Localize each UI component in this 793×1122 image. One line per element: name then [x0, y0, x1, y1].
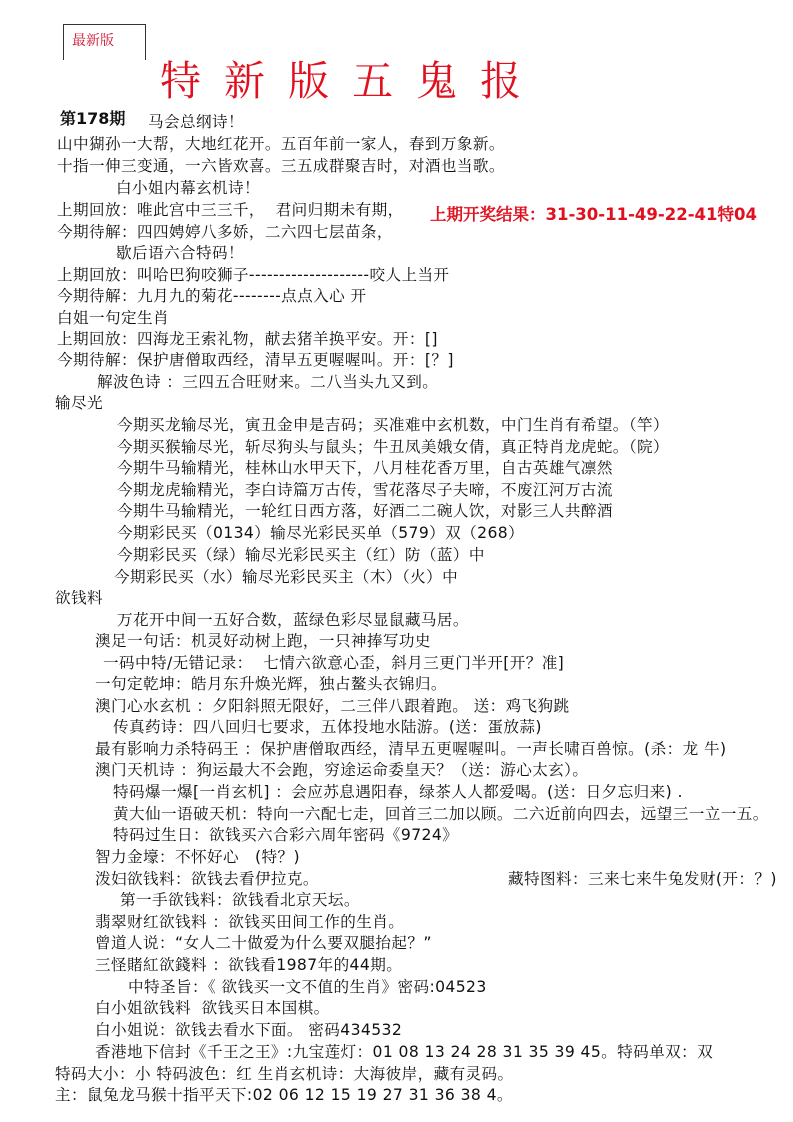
- last-draw-result: 上期开奖结果：31-30-11-49-22-41特04: [430, 205, 757, 224]
- text-line: 输尽光: [55, 394, 103, 412]
- text-line: 澳足一句话：机灵好动树上跑，一只神捧写功史: [95, 632, 431, 650]
- text-line: 上期回放：唯此宫中三三千， 君问归期未有期，: [57, 201, 404, 219]
- text-line: 一句定乾坤：皓月东升焕光辉，独占鳌头衣锦归。: [95, 675, 447, 693]
- text-line: 十指一伸三变通，一六皆欢喜。三五成群聚吉时，对酒也当歌。: [57, 157, 505, 175]
- text-line: 特码过生日：欲钱买六合彩六周年密码《9724》: [113, 826, 459, 844]
- text-line: 特码大小：小 特码波色：红 生肖玄机诗：大海彼岸，藏有灵码。: [55, 1065, 514, 1083]
- text-line: 今期待解：四四娉婷八多娇，二六四七层苗条，: [57, 223, 393, 241]
- text-line: 香港地下信封《千王之王》:九宝莲灯：01 08 13 24 28 31 35 39 45。特码单双：双: [95, 1043, 714, 1061]
- text-line: 解波色诗 ：三四五合旺财来。二八当头九又到。: [97, 373, 439, 391]
- text-line: 三怪賭紅欲錢料 ：欲钱看1987年的44期。: [95, 956, 403, 974]
- text-line: 山中猢孙一大帮，大地红花开。五百年前一家人，春到万象新。: [57, 135, 505, 153]
- text-line: 今期彩民买（水）输尽光彩民买主（木）（火）中: [114, 568, 459, 586]
- text-line: 上期回放：四海龙王索礼物，献去猪羊换平安。开：[]: [57, 330, 438, 348]
- text-line: 今期买龙输尽光，寅丑金申是吉码；买准难中玄机数，中门生肖有希望。（竿）: [117, 416, 669, 434]
- text-line: 主：鼠兔龙马猴十指平天下:02 06 12 15 19 27 31 36 38 4。: [55, 1086, 513, 1104]
- text-line: 白小姐说：欲钱去看水下面。 密码434532: [95, 1021, 403, 1039]
- text-line: 黄大仙一语破天机：特向一六配七走，回首三二加以顾。二六近前向四去，远望三一立一五。: [113, 805, 769, 823]
- text-line: 藏特图料：三来七来牛兔发财(开：？): [508, 870, 777, 888]
- text-line: 今期龙虎输精光，李白诗篇万古传，雪花落尽子夫啼，不废江河万古流: [117, 481, 613, 499]
- text-line: 白小姐内幕玄机诗！: [116, 179, 260, 197]
- text-line: 今期牛马输精光，桂林山水甲天下，八月桂花香万里，自古英雄气凛然: [117, 459, 613, 477]
- text-line: 白小姐欲钱料 欲钱买日本国棋。: [95, 999, 330, 1017]
- text-line: 马会总纲诗！: [148, 113, 244, 131]
- text-line: 泼妇欲钱料：欲钱去看伊拉克。: [95, 870, 319, 888]
- text-line: 最有影响力杀特码王 ：保护唐僧取西经，清早五更喔喔叫。一声长啸百兽惊。(杀：龙 牛): [95, 740, 727, 758]
- text-line: 一码中特/无错记录： 七情六欲意心歪，斜月三更门半开[开？准]: [103, 654, 565, 672]
- text-line: 传真药诗：四八回归七要求，五体投地水陆游。(送：蛋放蒜): [113, 718, 542, 736]
- edition-label: 最新版: [72, 33, 114, 49]
- text-line: 第一手欲钱料：欲钱看北京天坛。: [120, 891, 360, 909]
- edition-box: [63, 24, 146, 60]
- text-line: 歇后语六合特码！: [116, 244, 244, 262]
- text-line: 今期待解：保护唐僧取西经，清早五更喔喔叫。开：[？]: [57, 351, 454, 369]
- text-line: 万花开中间一五好合数，蓝绿色彩尽显鼠藏马居。: [117, 611, 469, 629]
- page-title: 特 新 版 五 鬼 报: [160, 57, 524, 105]
- text-line: 今期待解：九月九的菊花--------点点入心 开: [57, 287, 367, 305]
- text-line: 中特圣旨：《 欲钱买一文不值的生肖》密码:04523: [128, 978, 487, 996]
- text-line: 智力金壕：不怀好心 (特？): [95, 848, 300, 866]
- issue-number: 第178期: [60, 109, 126, 128]
- text-line: 欲钱料: [55, 589, 103, 607]
- text-line: 今期彩民买（0134）输尽光彩民买单（579）双（268）: [117, 524, 525, 542]
- text-line: 澳门天机诗 ：狗运最大不会跑，穷途运命委皇天？（送：游心太玄）。: [95, 761, 589, 779]
- text-line: 今期买猴输尽光，斩尽狗头与鼠头；牛丑凤美娥女倩，真正特肖龙虎蛇。（院）: [117, 438, 669, 456]
- text-line: 曾道人说：“女人二十做爱为什么要双腿抬起？”: [95, 934, 432, 952]
- text-line: 翡翠财红欲钱料 ：欲钱买田间工作的生肖。: [95, 913, 405, 931]
- text-line: 澳门心水玄机 ：夕阳斜照无限好，二三伴八跟着跑。 送：鸡飞狗跳: [95, 697, 570, 715]
- text-line: 上期回放：叫哈巴狗咬狮子--------------------咬人上当开: [57, 266, 450, 284]
- text-line: 特码爆一爆[一肖玄机] ：会应苏息遇阳春，绿茶人人都爱喝。(送：日夕忘归来) .: [113, 783, 683, 801]
- text-line: 今期彩民买（绿）输尽光彩民买主（红）防（蓝）中: [117, 546, 485, 564]
- text-line: 今期牛马输精光，一轮红日西方落，好酒二二碗人饮，对影三人共醉酒: [117, 502, 613, 520]
- text-line: 白姐一句定生肖: [57, 309, 169, 327]
